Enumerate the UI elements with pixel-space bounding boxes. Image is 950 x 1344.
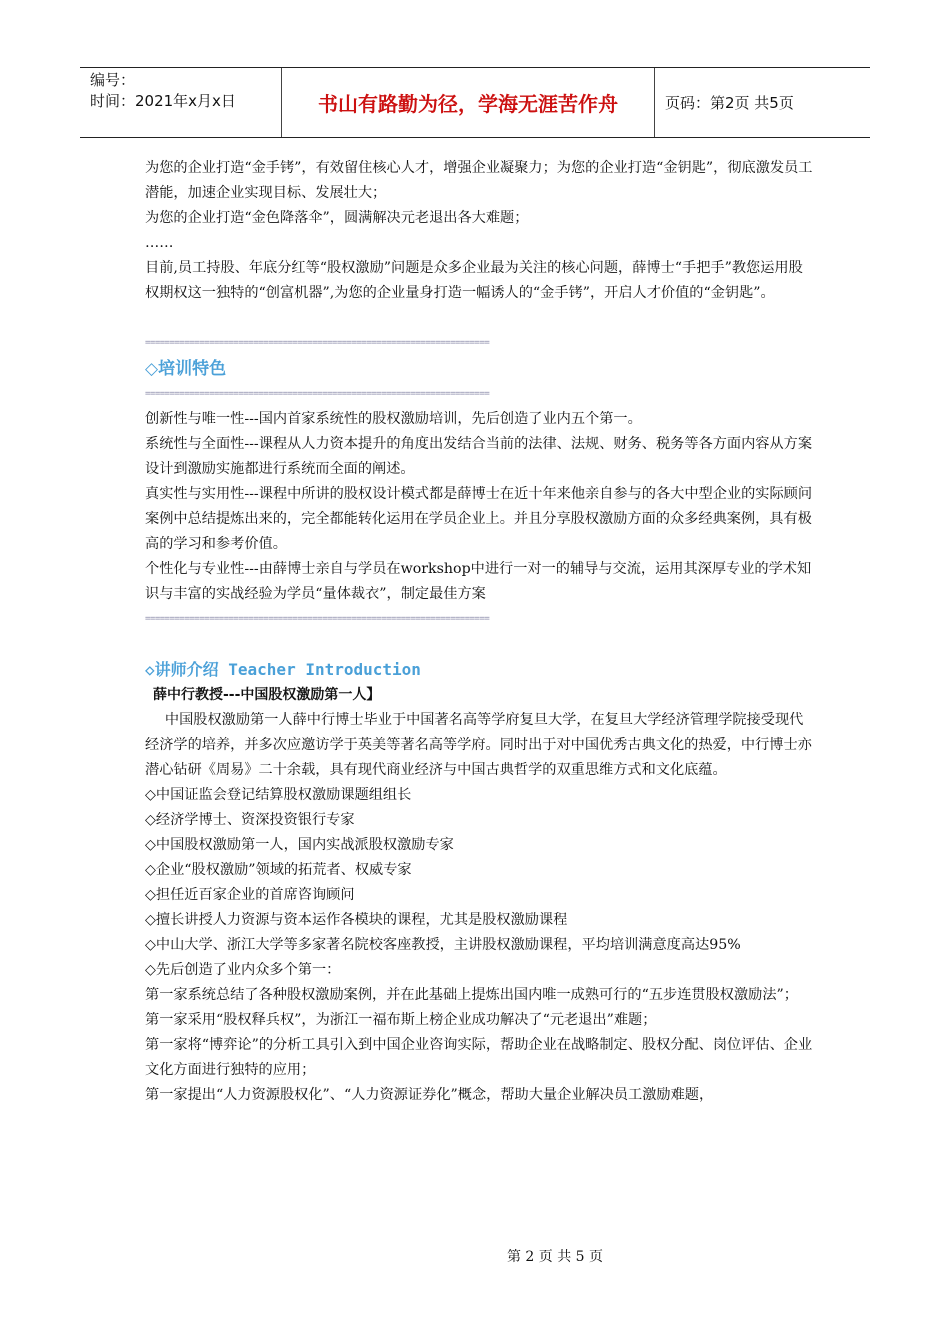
teacher-point: ◇中国证监会登记结算股权激励课题组组长: [145, 787, 412, 803]
teacher-point: ◇中国股权激励第一人，国内实战派股权激励专家: [145, 837, 454, 853]
teacher-name-line: 薛中行教授---中国股权激励第一人】: [153, 687, 381, 703]
intro-paragraph: 为您的企业打造“金手铐”，有效留住核心人才，增强企业凝聚力；为您的企业打造“金钥匙”，彻底激发员工潜能，加速企业实现目标、发展壮大；: [145, 160, 813, 201]
teacher-point: 第一家将“博弈论”的分析工具引入到中国企业咨询实际，帮助企业在战略制定、股权分配、岗位评估、企业文化方面进行独特的应用；: [145, 1037, 813, 1078]
intro-paragraph: 为您的企业打造“金色降落伞”，圆满解决元老退出各大难题；: [145, 210, 529, 226]
separator-line: ======================================================================: [145, 338, 490, 348]
section-title-teacher: ◇讲师介绍 Teacher Introduction: [145, 660, 421, 679]
teacher-point: ◇擅长讲授人力资源与资本运作各模块的课程，尤其是股权激励课程: [145, 912, 568, 928]
teacher-point: ◇先后创造了业内众多个第一：: [145, 962, 341, 978]
section-title-features: ◇培训特色: [145, 359, 227, 379]
teacher-point: ◇企业“股权激励”领域的拓荒者、权威专家: [145, 862, 412, 878]
header-motto: 书山有路勤为径，学海无涯苦作舟: [282, 68, 655, 137]
feature-item: 系统性与全面性---课程从人力资本提升的角度出发结合当前的法律、法规、财务、税务等各方面内容从方案设计到激励实施都进行系统而全面的阐述。: [145, 436, 813, 477]
teacher-point: 第一家提出“人力资源股权化”、“人力资源证券化”概念，帮助大量企业解决员工激励难题，: [145, 1087, 714, 1103]
page-footer: [0, 1246, 950, 1266]
feature-item: 个性化与专业性---由薛博士亲自与学员在workshop中进行一对一的辅导与交流，运用其深厚专业的学术知识与丰富的实战经验为学员“量体裁衣”，制定最佳方案: [145, 561, 812, 602]
teacher-bio: 中国股权激励第一人薛中行博士毕业于中国著名高等学府复旦大学，在复旦大学经济管理学院接受现代经济学的培养，并多次应邀访学于英美等著名高等学府。同时出于对中国优秀古典文化的热爱，中行博士亦潜心钻研《周易》二十余载，具有现代商业经济与中国古典哲学的双重思维方式和文化底蕴。: [145, 712, 812, 778]
document-body: [145, 156, 815, 1108]
separator-line: ======================================================================: [145, 389, 490, 399]
separator-line: ======================================================================: [145, 614, 490, 624]
teacher-point: ◇担任近百家企业的首席咨询顾问: [145, 887, 355, 903]
teacher-point: ◇中山大学、浙江大学等多家著名院校客座教授，主讲股权激励课程，平均培训满意度高达95%: [145, 937, 741, 953]
date-label: 时间：2021年x月x日: [90, 92, 236, 110]
teacher-point: 第一家采用“股权释兵权”，为浙江一福布斯上榜企业成功解决了“元老退出”难题；: [145, 1012, 657, 1028]
header-meta: [80, 68, 282, 137]
header-table: [80, 67, 870, 138]
feature-item: 真实性与实用性---课程中所讲的股权设计模式都是薛博士在近十年来他亲自参与的各大中型企业的实际顾问案例中总结提炼出来的，完全都能转化运用在学员企业上。并且分享股权激励方面的众多经典案例，具有极高的学习和参考价值。: [145, 486, 813, 552]
teacher-point: 第一家系统总结了各种股权激励案例，并在此基础上提炼出国内唯一成熟可行的“五步连贯股权激励法”；: [145, 987, 798, 1003]
intro-paragraph: 目前,员工持股、年底分红等“股权激励”问题是众多企业最为关注的核心问题，薛博士“手把手”教您运用股权期权这一独特的“创富机器”,为您的企业量身打造一幅诱人的“金手铐”，开启人才价值的“金钥匙”。: [145, 260, 803, 301]
header-page-label: 页码：第2页 共5页: [665, 94, 794, 112]
number-label: 编号：: [90, 71, 136, 89]
footer-page-number: 第 2 页 共 5 页: [506, 1249, 604, 1265]
intro-paragraph: ……: [145, 235, 174, 251]
teacher-point: ◇经济学博士、资深投资银行专家: [145, 812, 355, 828]
feature-item: 创新性与唯一性---国内首家系统性的股权激励培训，先后创造了业内五个第一。: [145, 411, 642, 427]
